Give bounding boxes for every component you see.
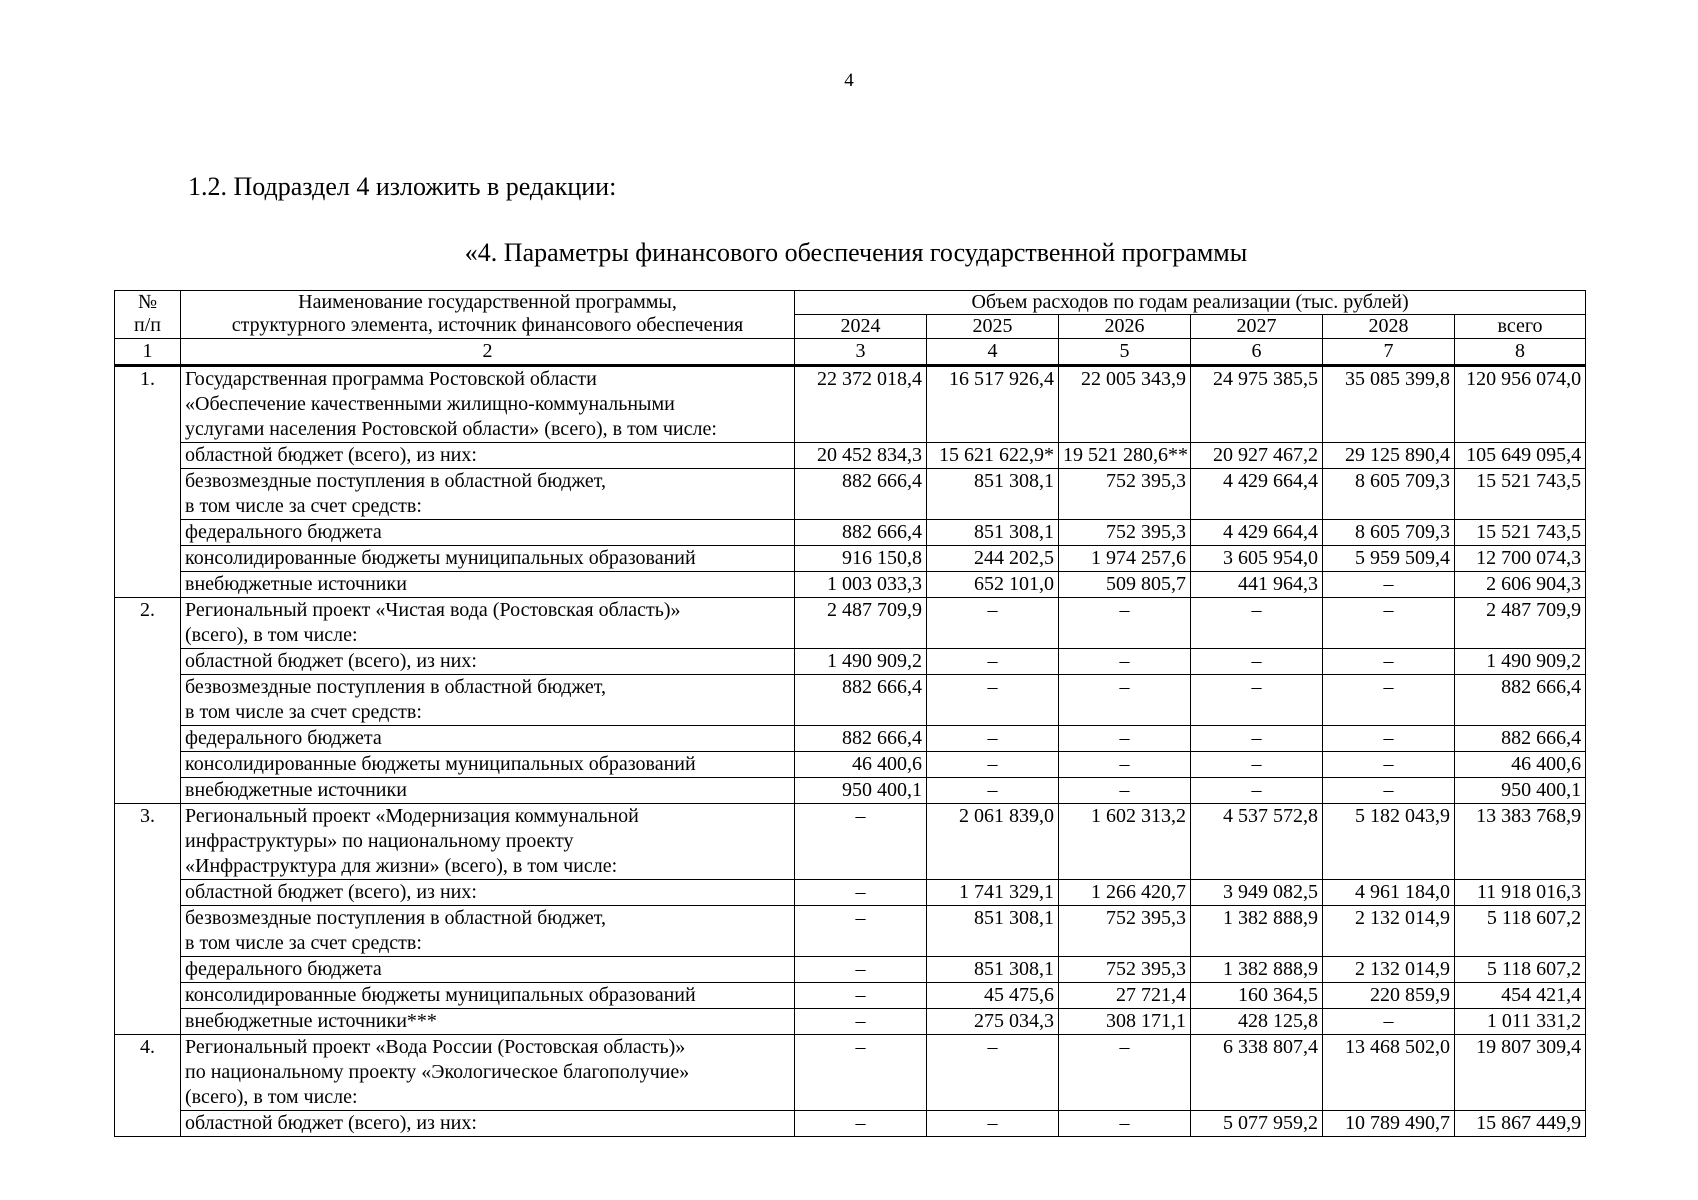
value-cell: –: [1059, 1111, 1191, 1137]
table-row: [115, 957, 1586, 983]
table-row: [115, 1111, 1586, 1137]
value-cell: –: [1059, 752, 1191, 778]
row-name-line: Региональный проект «Модернизация коммунальной: [185, 805, 639, 827]
value-cell: –: [795, 957, 927, 983]
value-cell: 2 487 709,9: [1455, 598, 1586, 649]
row-name-line: инфраструктуры» по национальному проекту: [185, 830, 574, 852]
row-name: [181, 726, 795, 752]
row-name-line: консолидированные бюджеты муниципальных образований: [185, 547, 696, 569]
column-index: 6: [1191, 339, 1323, 366]
header-no-line1: №: [137, 291, 158, 313]
row-name-line: областной бюджет (всего), из них:: [185, 650, 477, 672]
value-cell: –: [795, 1035, 927, 1111]
value-cell: 5 118 607,2: [1455, 957, 1586, 983]
row-name: [181, 957, 795, 983]
value-cell: 2 061 839,0: [927, 804, 1059, 880]
table-row: [115, 804, 1586, 880]
header-year-2024: 2024: [795, 315, 927, 339]
row-name-line: в том числе за счет средств:: [185, 701, 422, 723]
value-cell: –: [1323, 752, 1455, 778]
table-row: [115, 752, 1586, 778]
value-cell: 13 383 768,9: [1455, 804, 1586, 880]
value-cell: 15 867 449,9: [1455, 1111, 1586, 1137]
value-cell: 851 308,1: [927, 906, 1059, 957]
row-name-line: федерального бюджета: [185, 727, 382, 749]
value-cell: 35 085 399,8: [1323, 366, 1455, 443]
value-cell: 10 789 490,7: [1323, 1111, 1455, 1137]
value-cell: 20 927 467,2: [1191, 443, 1323, 469]
table-row: [115, 906, 1586, 957]
value-cell: 652 101,0: [927, 572, 1059, 598]
value-cell: 4 537 572,8: [1191, 804, 1323, 880]
table-row: [115, 983, 1586, 1009]
value-cell: 1 382 888,9: [1191, 957, 1323, 983]
value-cell: 1 382 888,9: [1191, 906, 1323, 957]
header-no-line2: п/п: [134, 314, 161, 336]
value-cell: –: [1191, 675, 1323, 726]
table-row: [115, 469, 1586, 520]
value-cell: –: [1323, 675, 1455, 726]
value-cell: 851 308,1: [927, 520, 1059, 546]
row-number: 1.: [115, 366, 181, 598]
value-cell: –: [795, 804, 927, 880]
row-name: [181, 649, 795, 675]
row-name-line: Государственная программа Ростовской области: [185, 368, 597, 390]
value-cell: 15 621 622,9*: [927, 443, 1059, 469]
row-name-line: безвозмездные поступления в областной бюджет,: [185, 907, 607, 929]
column-index: 1: [115, 339, 181, 366]
value-cell: –: [795, 906, 927, 957]
value-cell: –: [1059, 726, 1191, 752]
value-cell: 120 956 074,0: [1455, 366, 1586, 443]
value-cell: 1 602 313,2: [1059, 804, 1191, 880]
value-cell: 12 700 074,3: [1455, 546, 1586, 572]
value-cell: 2 132 014,9: [1323, 957, 1455, 983]
table-row: [115, 598, 1586, 649]
row-name-line: безвозмездные поступления в областной бюджет,: [185, 470, 607, 492]
table-row: [115, 366, 1586, 443]
row-number: 4.: [115, 1035, 181, 1137]
row-name-line: областной бюджет (всего), из них:: [185, 444, 477, 466]
value-cell: 1 266 420,7: [1059, 880, 1191, 906]
value-cell: –: [927, 649, 1059, 675]
row-name-line: в том числе за счет средств:: [185, 932, 422, 954]
row-name: [181, 443, 795, 469]
value-cell: 4 429 664,4: [1191, 469, 1323, 520]
table-row: [115, 520, 1586, 546]
row-name: [181, 1009, 795, 1035]
row-number: 2.: [115, 598, 181, 804]
table-row: [115, 675, 1586, 726]
value-cell: 13 468 502,0: [1323, 1035, 1455, 1111]
row-name: [181, 469, 795, 520]
value-cell: 5 118 607,2: [1455, 906, 1586, 957]
header-no: [115, 291, 181, 339]
value-cell: 275 034,3: [927, 1009, 1059, 1035]
value-cell: 882 666,4: [795, 726, 927, 752]
value-cell: –: [1323, 598, 1455, 649]
row-name-line: консолидированные бюджеты муниципальных образований: [185, 753, 696, 775]
value-cell: 220 859,9: [1323, 983, 1455, 1009]
value-cell: 8 605 709,3: [1323, 469, 1455, 520]
value-cell: 3 605 954,0: [1191, 546, 1323, 572]
header-year-2025: 2025: [927, 315, 1059, 339]
table-row: [115, 546, 1586, 572]
value-cell: 851 308,1: [927, 957, 1059, 983]
value-cell: –: [1059, 649, 1191, 675]
value-cell: 851 308,1: [927, 469, 1059, 520]
row-name-line: внебюджетные источники: [185, 573, 407, 595]
value-cell: 1 011 331,2: [1455, 1009, 1586, 1035]
value-cell: 8 605 709,3: [1323, 520, 1455, 546]
value-cell: 428 125,8: [1191, 1009, 1323, 1035]
value-cell: 24 975 385,5: [1191, 366, 1323, 443]
column-index-row: [115, 339, 1586, 366]
financing-table: [114, 290, 1586, 1137]
subsection-heading: 1.2. Подраздел 4 изложить в редакции:: [188, 172, 617, 201]
value-cell: –: [927, 752, 1059, 778]
table-row: [115, 880, 1586, 906]
value-cell: 46 400,6: [1455, 752, 1586, 778]
table-row: [115, 649, 1586, 675]
value-cell: 752 395,3: [1059, 957, 1191, 983]
value-cell: –: [1191, 752, 1323, 778]
value-cell: 882 666,4: [795, 469, 927, 520]
value-cell: –: [927, 778, 1059, 804]
header-volume: Объем расходов по годам реализации (тыс. рублей): [795, 291, 1586, 315]
table-row: [115, 778, 1586, 804]
value-cell: 2 487 709,9: [795, 598, 927, 649]
value-cell: 20 452 834,3: [795, 443, 927, 469]
value-cell: 29 125 890,4: [1323, 443, 1455, 469]
row-name: [181, 752, 795, 778]
value-cell: –: [1323, 572, 1455, 598]
value-cell: 882 666,4: [795, 675, 927, 726]
row-name-line: консолидированные бюджеты муниципальных образований: [185, 984, 696, 1006]
column-index: 2: [181, 339, 795, 366]
value-cell: 19 521 280,6**: [1059, 443, 1191, 469]
value-cell: 3 949 082,5: [1191, 880, 1323, 906]
value-cell: 752 395,3: [1059, 520, 1191, 546]
value-cell: 1 741 329,1: [927, 880, 1059, 906]
row-name: [181, 546, 795, 572]
section-title: «4. Параметры финансового обеспечения государственной программы: [464, 238, 1248, 267]
header-name-line1: Наименование государственной программы,: [298, 291, 677, 313]
row-name-line: безвозмездные поступления в областной бюджет,: [185, 676, 607, 698]
row-name: [181, 1111, 795, 1137]
row-name: [181, 880, 795, 906]
value-cell: 950 400,1: [1455, 778, 1586, 804]
value-cell: –: [927, 1035, 1059, 1111]
value-cell: –: [795, 983, 927, 1009]
value-cell: –: [795, 1111, 927, 1137]
value-cell: –: [927, 598, 1059, 649]
value-cell: 11 918 016,3: [1455, 880, 1586, 906]
row-name-line: Региональный проект «Чистая вода (Ростовская область)»: [185, 599, 681, 621]
column-index: 5: [1059, 339, 1191, 366]
row-name: [181, 983, 795, 1009]
value-cell: 454 421,4: [1455, 983, 1586, 1009]
column-index: 3: [795, 339, 927, 366]
value-cell: –: [1323, 726, 1455, 752]
table-row: [115, 1035, 1586, 1111]
value-cell: 441 964,3: [1191, 572, 1323, 598]
value-cell: –: [795, 880, 927, 906]
row-name-line: в том числе за счет средств:: [185, 495, 422, 517]
row-name-line: Региональный проект «Вода России (Ростовская область)»: [185, 1036, 686, 1058]
row-name: [181, 778, 795, 804]
value-cell: –: [795, 1009, 927, 1035]
value-cell: 509 805,7: [1059, 572, 1191, 598]
value-cell: 5 182 043,9: [1323, 804, 1455, 880]
value-cell: –: [927, 675, 1059, 726]
value-cell: 22 372 018,4: [795, 366, 927, 443]
value-cell: 15 521 743,5: [1455, 469, 1586, 520]
value-cell: –: [927, 1111, 1059, 1137]
row-name-line: федерального бюджета: [185, 521, 382, 543]
table-body: [115, 366, 1586, 1137]
value-cell: –: [1191, 598, 1323, 649]
row-name: [181, 804, 795, 880]
value-cell: 15 521 743,5: [1455, 520, 1586, 546]
row-name: [181, 1035, 795, 1111]
header-name: [181, 291, 795, 339]
table-row: [115, 572, 1586, 598]
value-cell: –: [1323, 778, 1455, 804]
value-cell: 752 395,3: [1059, 469, 1191, 520]
row-name-line: по национальному проекту «Экологическое благополучие»: [185, 1061, 690, 1083]
value-cell: 882 666,4: [1455, 675, 1586, 726]
value-cell: 6 338 807,4: [1191, 1035, 1323, 1111]
row-name-line: внебюджетные источники: [185, 779, 407, 801]
row-name: [181, 675, 795, 726]
value-cell: –: [1191, 726, 1323, 752]
column-index: 8: [1455, 339, 1586, 366]
column-index: 7: [1323, 339, 1455, 366]
value-cell: 2 606 904,3: [1455, 572, 1586, 598]
header-year-2028: 2028: [1323, 315, 1455, 339]
value-cell: –: [1059, 1035, 1191, 1111]
row-name-line: внебюджетные источники***: [185, 1010, 437, 1032]
value-cell: 1 490 909,2: [795, 649, 927, 675]
value-cell: 1 490 909,2: [1455, 649, 1586, 675]
value-cell: 950 400,1: [795, 778, 927, 804]
row-name-line: (всего), в том числе:: [185, 624, 358, 646]
row-name-line: областной бюджет (всего), из них:: [185, 881, 477, 903]
row-name-line: (всего), в том числе:: [185, 1086, 358, 1108]
page-number: 4: [844, 70, 854, 91]
value-cell: 1 974 257,6: [1059, 546, 1191, 572]
row-name-line: услугами населения Ростовской области» (всего), в том числе:: [185, 418, 717, 440]
value-cell: 46 400,6: [795, 752, 927, 778]
row-name: [181, 572, 795, 598]
value-cell: 4 429 664,4: [1191, 520, 1323, 546]
value-cell: –: [1059, 778, 1191, 804]
row-name: [181, 906, 795, 957]
row-number: 3.: [115, 804, 181, 1035]
value-cell: –: [1059, 675, 1191, 726]
value-cell: 16 517 926,4: [927, 366, 1059, 443]
value-cell: 5 077 959,2: [1191, 1111, 1323, 1137]
value-cell: –: [1059, 598, 1191, 649]
header-year-2026: 2026: [1059, 315, 1191, 339]
value-cell: 752 395,3: [1059, 906, 1191, 957]
value-cell: 244 202,5: [927, 546, 1059, 572]
value-cell: –: [1191, 778, 1323, 804]
value-cell: 22 005 343,9: [1059, 366, 1191, 443]
value-cell: 916 150,8: [795, 546, 927, 572]
table-row: [115, 443, 1586, 469]
header-name-line2: структурного элемента, источник финансового обеспечения: [231, 314, 744, 336]
row-name-line: федерального бюджета: [185, 958, 382, 980]
value-cell: 882 666,4: [1455, 726, 1586, 752]
table-row: [115, 1009, 1586, 1035]
value-cell: 5 959 509,4: [1323, 546, 1455, 572]
value-cell: 45 475,6: [927, 983, 1059, 1009]
column-index: 4: [927, 339, 1059, 366]
table-row: [115, 726, 1586, 752]
value-cell: –: [1191, 649, 1323, 675]
value-cell: 1 003 033,3: [795, 572, 927, 598]
header-row-1: [115, 291, 1586, 315]
row-name-line: «Инфраструктура для жизни» (всего), в том числе:: [185, 855, 618, 877]
row-name: [181, 598, 795, 649]
value-cell: 882 666,4: [795, 520, 927, 546]
value-cell: 105 649 095,4: [1455, 443, 1586, 469]
row-name-line: «Обеспечение качественными жилищно-коммунальными: [185, 393, 675, 415]
header-total: всего: [1455, 315, 1586, 339]
value-cell: 308 171,1: [1059, 1009, 1191, 1035]
value-cell: –: [1323, 649, 1455, 675]
header-year-2027: 2027: [1191, 315, 1323, 339]
row-name: [181, 366, 795, 443]
value-cell: –: [927, 726, 1059, 752]
value-cell: 4 961 184,0: [1323, 880, 1455, 906]
value-cell: 27 721,4: [1059, 983, 1191, 1009]
row-name: [181, 520, 795, 546]
value-cell: 160 364,5: [1191, 983, 1323, 1009]
value-cell: –: [1323, 1009, 1455, 1035]
value-cell: 2 132 014,9: [1323, 906, 1455, 957]
value-cell: 19 807 309,4: [1455, 1035, 1586, 1111]
row-name-line: областной бюджет (всего), из них:: [185, 1112, 477, 1134]
